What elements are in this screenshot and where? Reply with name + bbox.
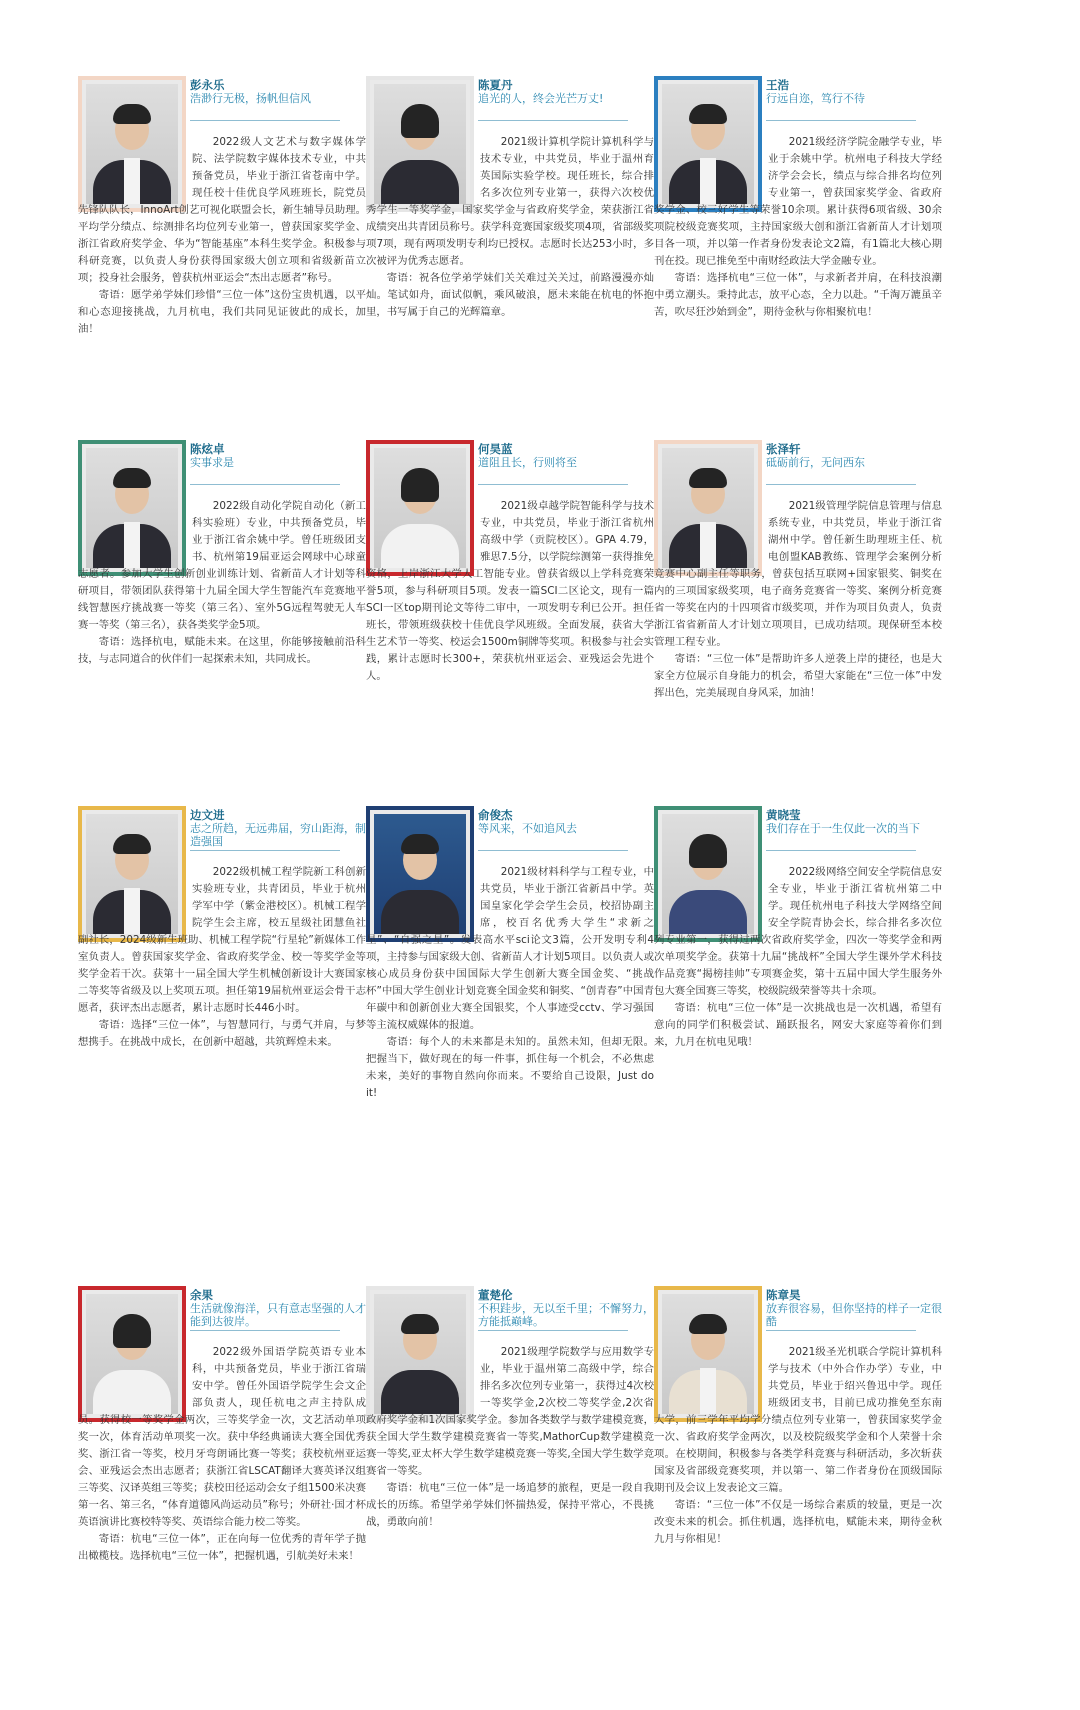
- divider: [478, 120, 628, 121]
- profile-description: 2021级计算机学院计算机科学与技术专业，中共党员，毕业于温州育英国际实验学校。现任班长，综合排名多次位列专业第一，获得六次校优秀学生一等奖学金，国家奖学金与省政府奖学金，荣获浙江省成绩突出共青团员称号。获学科竞赛国家级奖项4项，省部级奖项7项，现有两项发明专利均已授权。志愿时长达253小时，多次被评为优秀志愿者。: [366, 136, 654, 267]
- profile-name: 董楚伦: [478, 1288, 513, 1302]
- profile-name: 陈炫卓: [190, 442, 225, 456]
- profile-message: 寄语：选择杭电“三位一体”，与求新者并肩，在科技浪潮中勇立潮头。秉持此志，放平心态，全力以赴。“千淘万漉虽辛苦，吹尽狂沙始到金”，期待金秋与你相聚杭电！: [654, 272, 942, 318]
- profile-motto: 追光的人，终会光芒万丈!: [478, 92, 604, 105]
- profile-bio: [654, 864, 942, 1051]
- profile-name: 黄晓莹: [766, 808, 801, 822]
- profile-name: 俞俊杰: [478, 808, 513, 822]
- profile-message: 寄语：杭电“三位一体”是一场追梦的旅程，更是一段自我成长的历练。希望学弟学妹们怀揣热爱，保持平常心，不畏挑战，勇敢向前！: [366, 1482, 654, 1528]
- profile-description: 2021级卓越学院智能科学与技术专业，中共党员，毕业于浙江省杭州高级中学（贡院校区）。GPA 4.79，雅思7.5分，以学院综测第一获得推免资格，上岸浙江大学人工智能专业。曾获省级以上学科竞赛荣誉5项，参与科研项目5项。发表一篇SCI二区论文，现有一篇SCI一区top期刊论文等待二审中，一项发明专利已公开。担任班长，带领班级获校十佳优良学风班级。全面发展，获省大学生艺术节一等奖、校运会1500m铜牌等奖项。积极参与社会实践，累计志愿时长300+，荣获杭州亚运会、亚残运会先进个人。: [366, 500, 654, 682]
- profile-motto: 志之所趋，无远弗届，穷山距海，制造强国: [190, 822, 366, 848]
- divider: [478, 1330, 628, 1331]
- profile-message: 寄语：杭电“三位一体”是一次挑战也是一次机遇，希望有意向的同学们积极尝试、踊跃报名，网安大家庭等着你们到来，九月在杭电见哦！: [654, 1002, 942, 1048]
- profile-description: 2022级机械工程学院新工科创新实验班专业，共青团员，毕业于杭州学军中学（紫金港校区）。机械工程学院学生会主席，校五星级社团慧鱼社副社长，2024级新生班助、机械工程学院“行星轮”新媒体工作室负责人。曾获国家奖学金、省政府奖学金、校一等奖学金等奖学金若干次。获第十一届全国大学生机械创新设计大赛国家二等奖等省级及以上奖项五项。担任第19届杭州亚运会骨干志愿者，获评杰出志愿者，累计志愿时长446小时。: [78, 866, 366, 1014]
- profile-motto: 等风来，不如追风去: [478, 822, 577, 835]
- profile-bio: [654, 134, 942, 321]
- divider: [766, 850, 916, 851]
- profile-motto: 放弃很容易，但你坚持的样子一定很酷: [766, 1302, 942, 1328]
- profile-description: 2021级理学院数学与应用数学专业，毕业于温州第二高级中学，综合排名多次位列专业第一，获得过4次校一等奖学金,2次校二等奖学金,2次省政府奖学金和1次国家奖学金。参加各类数学与数学建模竞赛，获全国大学生数学建模竞赛省一等奖,MathorCup数学建模竞赛一等奖,亚太杯大学生数学建模竞赛一等奖,全国大学生数学竞赛省一等奖。: [366, 1346, 654, 1477]
- profile-description: 2021级经济学院金融学专业，毕业于余姚中学。杭州电子科技大学经济学会会长，绩点与综合排名均位列专业第一，曾获国家奖学金、省政府奖学金、校三好学生等荣誉10余项。累计获得6项省级、30余项院校级竞赛奖项，主持国家级大创和浙江省新苗人才计划项目各一项，并以第一作者身份发表论文2篇，有1篇北大核心期刊在投。现已推免至中南财经政法大学金融专业。: [654, 136, 942, 267]
- profile-motto: 浩渺行无极，扬帆但信风: [190, 92, 311, 105]
- profile-motto: 实事求是: [190, 456, 234, 469]
- profile-bio: [654, 1344, 942, 1548]
- profile-description: 2021级材料科学与工程专业，中共党员，毕业于浙江省新昌中学。英国皇家化学会学生会员，校招协副主席，校百名优秀大学生“求新之星”、“自强之星”。发表高水平sci论文3篇，公开发明专利4项，主持参与国家级大创、省新苗人才计划5项目。以负责人或核心成员身份获中国国际大学生创新大赛全国金奖、“挑战杯”中国大学生创业计划竞赛全国金奖和铜奖、“创青春”中国青年碳中和创新创业大赛全国银奖，个人事迹受cctv、学习强国等主流权威媒体的报道。: [366, 866, 654, 1031]
- profile-name: 陈夏丹: [478, 78, 513, 92]
- profile-message: 寄语：每个人的未来都是未知的。虽然未知，但却无限。把握当下，做好现在的每一件事，抓住每一个机会，不必焦虑未来，美好的事物自然向你而来。不要给自己设限，Just do it!: [366, 1036, 654, 1099]
- profile-message: 寄语：杭电“三位一体”，正在向每一位优秀的青年学子抛出橄榄枝。选择杭电“三位一体”，把握机遇，引航美好未来！: [78, 1533, 366, 1562]
- profile-motto: 不积跬步，无以至千里；不懈努力，方能抵巅峰。: [478, 1302, 654, 1328]
- divider: [190, 1330, 340, 1331]
- profile-message: 寄语：选择“三位一体”，与智慧同行，与勇气并肩，与梦想携手。在挑战中成长，在创新中超越，共筑辉煌未来。: [78, 1019, 366, 1048]
- divider: [478, 484, 628, 485]
- profile-name: 陈章昊: [766, 1288, 801, 1302]
- profile-motto: 生活就像海洋，只有意志坚强的人才能到达彼岸。: [190, 1302, 366, 1328]
- profile-bio: [366, 498, 654, 685]
- divider: [766, 1330, 916, 1331]
- profile-message: 寄语：“三位一体”不仅是一场综合素质的较量，更是一次改变未来的机会。抓住机遇，选择杭电，赋能未来，期待金秋九月与你相见！: [654, 1499, 942, 1545]
- profile-name: 张泽轩: [766, 442, 801, 456]
- profile-description: 2022级人文艺术与数字媒体学院、法学院数字媒体技术专业，中共预备党员，毕业于浙江省苍南中学。现任校十佳优良学风班班长，院党员先锋队队长，InnoArt创艺可视化联盟会长，新生辅导员助理。平均学分绩点、综测排名均位列专业第一，曾获国家奖学金、浙江省政府奖学金、华为“智能基座”本科生奖学金。积极参与科研竞赛，以负责人身份获得国家级大创立项和省级新苗立项；投身社会服务，曾获杭州亚运会“杰出志愿者”称号。: [78, 136, 366, 284]
- divider: [190, 484, 340, 485]
- divider: [190, 120, 340, 121]
- profile-bio: [366, 134, 654, 321]
- profile-motto: 砥砺前行，无问西东: [766, 456, 865, 469]
- divider: [190, 850, 340, 851]
- profile-bio: [654, 498, 942, 702]
- profile-name: 彭永乐: [190, 78, 225, 92]
- profile-bio: [78, 498, 366, 668]
- profile-description: 2022级网络空间安全学院信息安全专业，毕业于浙江省杭州第二中学。现任杭州电子科技大学网络空间安全学院青协会长，综合排名多次位列专业第一，获得过两次省政府奖学金，四次一等奖学金和两次单项奖学金。获第十九届“挑战杯”全国大学生课外学术科技作品竞赛“揭榜挂帅”专项赛金奖，第十五届中国大学生服务外包大赛全国赛三等奖，校级院级荣誉等共十余项。: [654, 866, 942, 997]
- profile-bio: [78, 134, 366, 338]
- profile-description: 2021级圣光机联合学院计算机科学与技术（中外合作办学）专业，中共党员，毕业于绍兴鲁迅中学。现任班级团支书，目前已成功推免至东南大学，前三学年平均学分绩点位列专业第一，曾获国家奖学金一次、省政府奖学金两次，以及校院级奖学金和个人荣誉十余项。在校期间，积极参与各类学科竞赛与科研活动，多次斩获国家及省部级竞赛奖项，并以第一、第二作者身份在顶级国际期刊及会议上发表论文三篇。: [654, 1346, 942, 1494]
- profile-bio: [366, 864, 654, 1102]
- profile-bio: [78, 1344, 366, 1565]
- divider: [766, 484, 916, 485]
- divider: [766, 120, 916, 121]
- profile-name: 余果: [190, 1288, 213, 1302]
- profile-description: 2022级自动化学院自动化（新工科实验班）专业，中共预备党员，毕业于浙江省余姚中学。曾任班级团支书、杭州第19届亚运会网球中心球童志愿者。参加大学生创新创业训练计划、省新苗人才计划等科研项目，带领团队获得第十九届全国大学生智能汽车竞赛地平线智慧医疗挑战赛一等奖（第三名）、室外5G远程驾驶无人车赛一等奖（第三名），获各类奖学金5项。: [78, 500, 366, 631]
- profile-name: 边文进: [190, 808, 225, 822]
- profile-description: 2022级外国语学院英语专业本科，中共预备党员，毕业于浙江省瑞安中学。曾任外国语学院学生会文企部负责人，现任杭电之声主持队成员。获得校一等奖学金两次，三等奖学金一次，文艺活动单项奖一次，体育活动单项奖一次。获中华经典诵读大赛全国优秀奖、浙江省一等奖，校月牙弯朗诵比赛一等奖；获校杭州亚运会、亚残运会杰出志愿者；获浙江省LSCAT翻译大赛英译汉组三等奖、汉译英组三等奖；获校田径运动会女子组1500米决赛第一名、第三名，“体育道德风尚运动员”称号；外研社·国才杯英语演讲比赛校特等奖、英语综合能力校二等奖。: [78, 1346, 366, 1528]
- profile-motto: 行远自迩，笃行不待: [766, 92, 865, 105]
- profile-message: 寄语：选择杭电，赋能未来。在这里，你能够接触前沿科技，与志同道合的伙伴们一起探索未知，共同成长。: [78, 636, 366, 665]
- profile-motto: 我们存在于一生仅此一次的当下: [766, 822, 920, 835]
- profile-bio: [78, 864, 366, 1051]
- profile-message: 寄语：愿学弟学妹们珍惜“三位一体”这份宝贵机遇，以平和心态迎接挑战，九月杭电，我们共同见证彼此的成长，加油！: [78, 289, 366, 335]
- divider: [478, 850, 628, 851]
- profile-message: 寄语：祝各位学弟学妹们关关难过关关过，前路漫漫亦灿灿。笔试如舟，面试似帆，乘风破浪，愿未来能在杭电的怀抱里，书写属于自己的光辉篇章。: [366, 272, 654, 318]
- profile-name: 王浩: [766, 78, 789, 92]
- profile-name: 何昊蓝: [478, 442, 513, 456]
- profile-bio: [366, 1344, 654, 1531]
- profile-motto: 道阻且长，行则将至: [478, 456, 577, 469]
- profile-message: 寄语：“三位一体”是帮助许多人逆袭上岸的捷径，也是大家全方位展示自身能力的机会，希望大家能在“三位一体”中发挥出色，完美展现自身风采，加油！: [654, 653, 942, 699]
- profile-description: 2021级管理学院信息管理与信息系统专业，中共党员，毕业于浙江省湖州中学。曾任新生助理班主任、杭电创盟KAB教练、管理学会案例分析竞赛中心副主任等职务，曾获包括互联网+国家银奖、铜奖在内的三项国家级奖项，电子商务竞赛省一等奖、案例分析竞赛省一等奖在内的十四项省市级奖项，并作为项目负责人，负责浙江省省新苗人才计划立项项目，已成功结项。现保研至本校管理工程专业。: [654, 500, 942, 648]
